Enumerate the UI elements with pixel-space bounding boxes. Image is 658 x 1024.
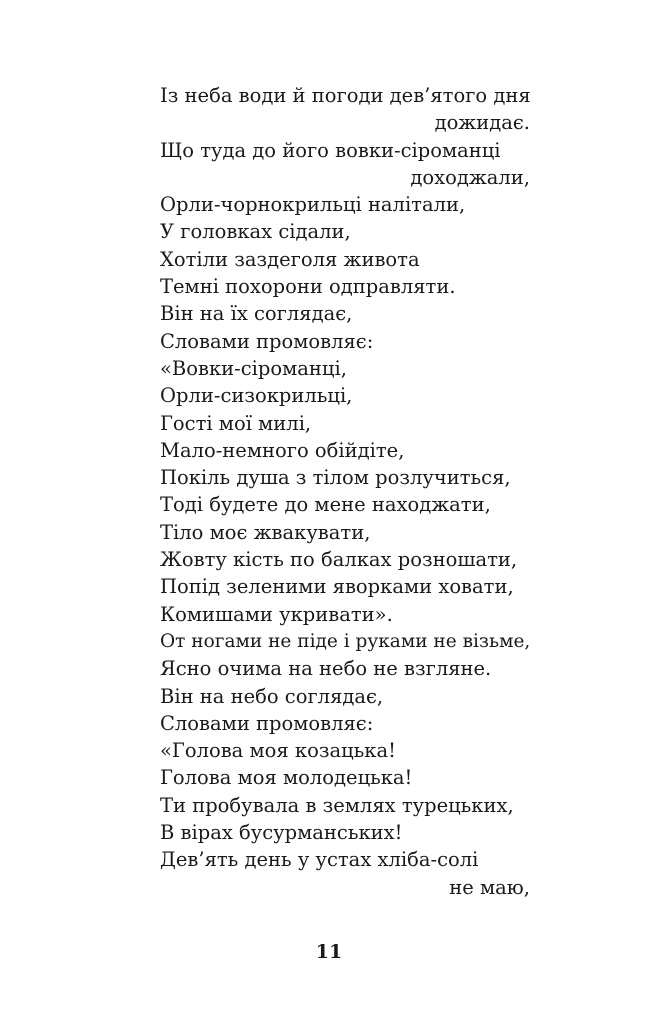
poem-line: «Вовки-сіроманці, — [160, 356, 347, 380]
poem-line: Тоді будете до мене находжати, — [160, 493, 491, 517]
poem-line: Орли-чорнокрильці налітали, — [160, 193, 466, 217]
poem-line: «Голова моя козацька! — [160, 739, 396, 763]
poem-line: Дев’ять день у устах хліба-солі — [160, 848, 479, 872]
poem-line: Словами промовляє: — [160, 711, 374, 735]
poem-line: Комишами укривати». — [160, 602, 393, 626]
poem-line: Він на небо соглядає, — [160, 684, 384, 708]
poem-line: Хотіли заздеголя живота — [160, 247, 420, 271]
poem-line: В вірах бусурманських! — [160, 821, 403, 845]
poem-line-continuation: доходжали, — [410, 165, 530, 189]
page-number: 11 — [315, 941, 343, 963]
poem-line: Попід зеленими яворками ховати, — [160, 575, 514, 599]
poem-line: Голова моя молодецька! — [160, 766, 413, 790]
poem-line: Ясно очима на небо не взгляне. — [160, 657, 492, 681]
poem-line: Із неба води й погоди дев’ятого дня — [160, 84, 531, 107]
poem-line-continuation: дожидає. — [434, 111, 530, 135]
poem-line: У головках сідали, — [160, 220, 351, 244]
poem-line: Орли-сизокрильці, — [160, 384, 353, 408]
poem-line: Темні похорони одправляти. — [160, 275, 456, 299]
poem-line: Покіль душа з тілом розлучиться, — [160, 466, 511, 490]
poem-line: Тіло моє жвакувати, — [160, 520, 371, 544]
poem-line: Гості мої милі, — [160, 411, 312, 435]
poem-line: Жовту кість по балках розношати, — [160, 548, 518, 572]
poem-line: Він на їх соглядає, — [160, 302, 353, 326]
poem-line: Що туда до його вовки-сіроманці — [160, 138, 501, 162]
poem-line: От ногами не піде і руками не візьме, — [160, 630, 531, 652]
poem-line: Ти пробувала в землях турецьких, — [160, 793, 514, 817]
poem-line: Словами промовляє: — [160, 329, 374, 353]
poem-line: Мало-немного обійдіте, — [160, 438, 405, 462]
poem-line-continuation: не маю, — [449, 875, 530, 899]
poem-text — [160, 82, 530, 901]
